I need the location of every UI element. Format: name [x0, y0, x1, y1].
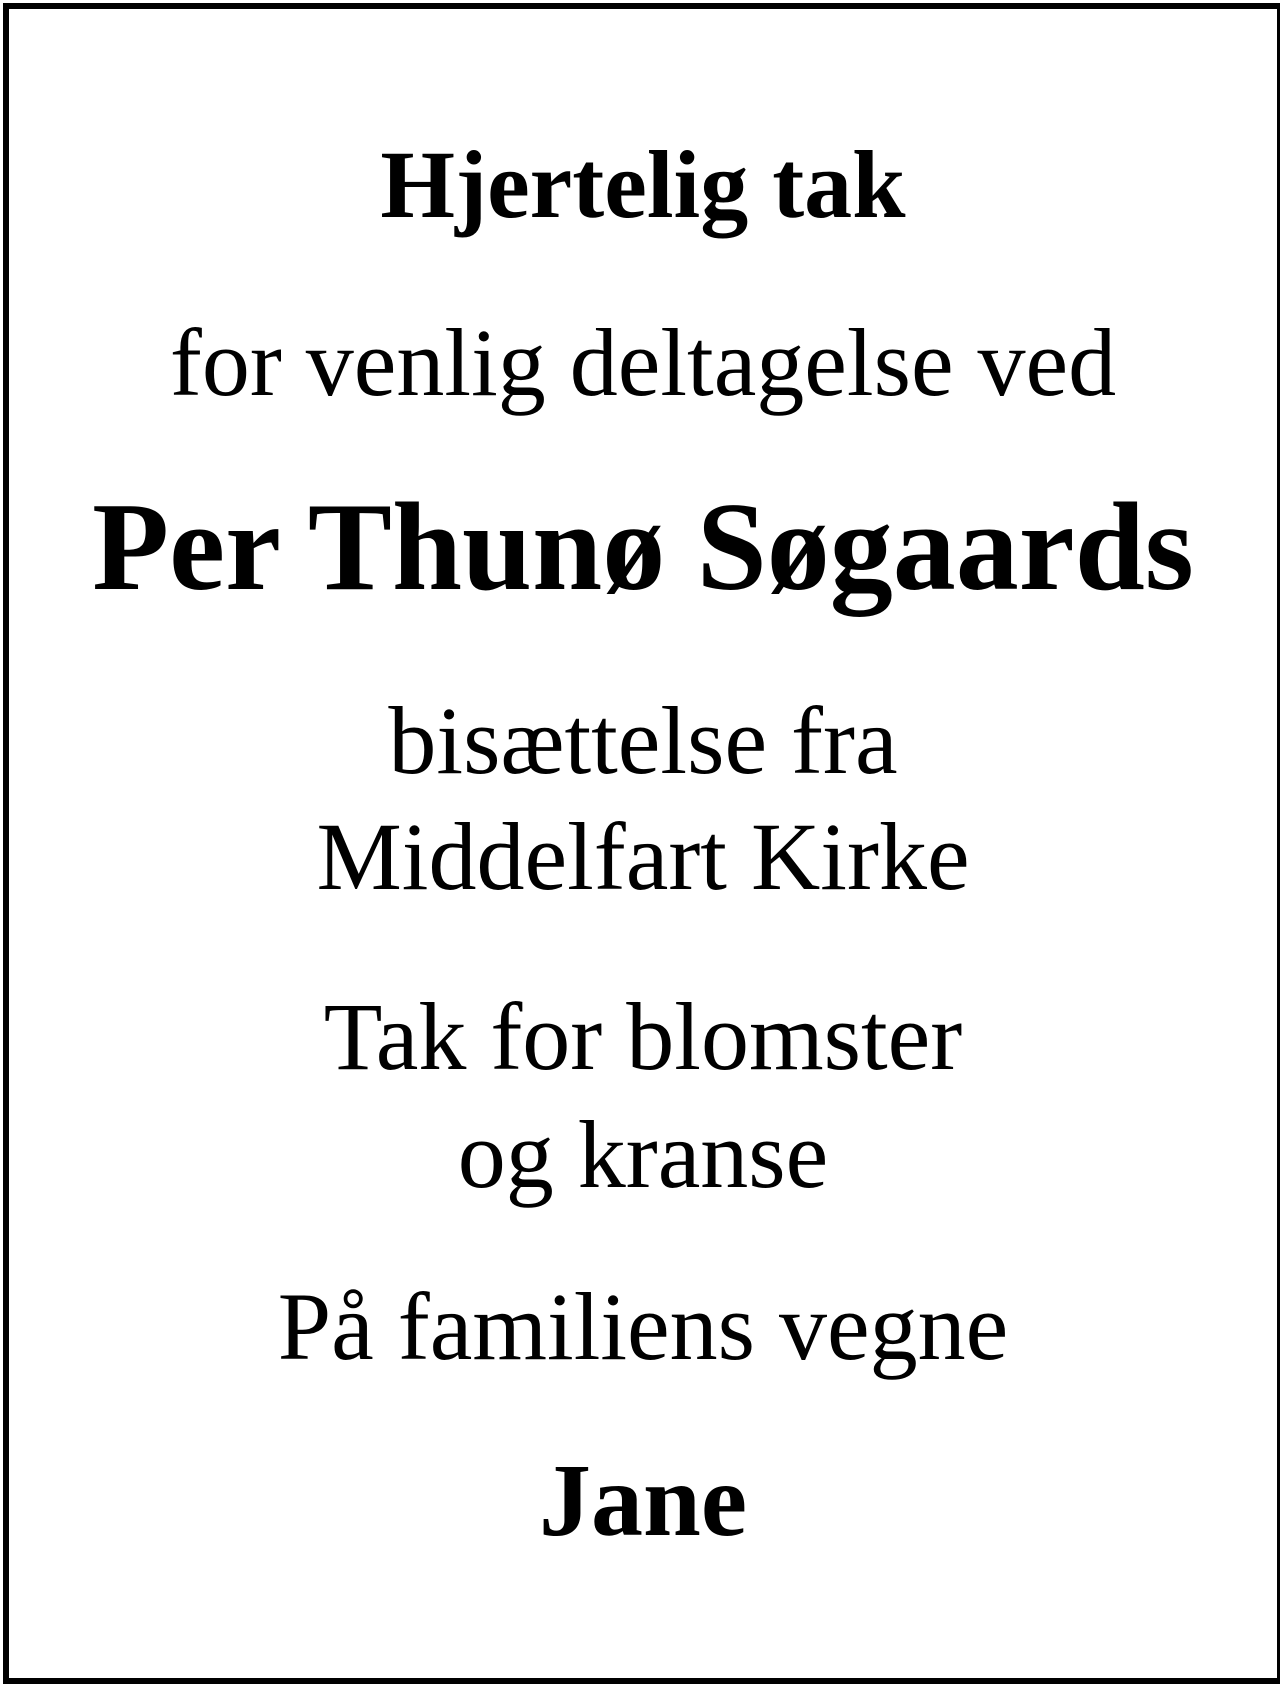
- thanks-line-2: og kranse: [457, 1101, 829, 1208]
- thanks-line-1: Tak for blomster: [323, 983, 963, 1090]
- notice-heading: Hjertelig tak: [380, 131, 906, 238]
- notice-subheading: for venlig deltagelse ved: [169, 309, 1117, 416]
- venue-line-2: Middelfart Kirke: [316, 803, 970, 910]
- thank-you-notice: [3, 3, 1280, 1684]
- signer-name: Jane: [539, 1443, 747, 1558]
- deceased-name: Per Thunø Søgaards: [92, 478, 1194, 617]
- venue-line-1: bisættelse fra: [388, 687, 898, 794]
- on-behalf-text: På familiens vegne: [277, 1273, 1009, 1380]
